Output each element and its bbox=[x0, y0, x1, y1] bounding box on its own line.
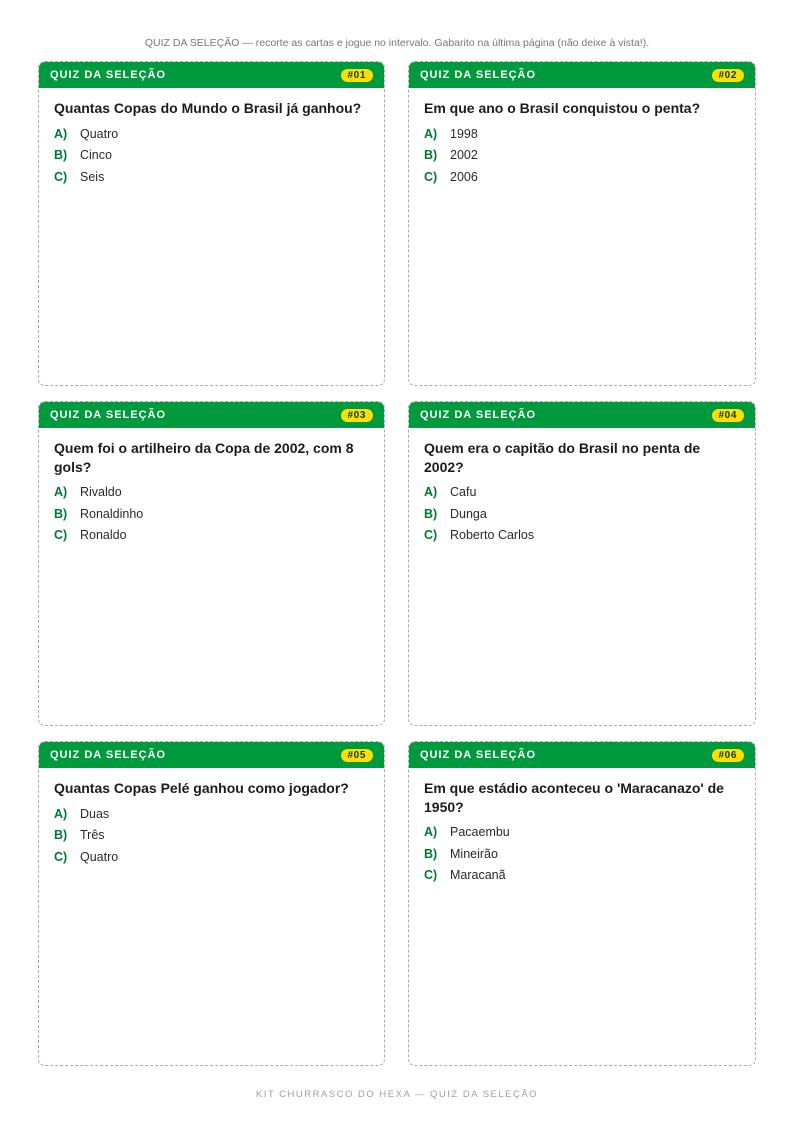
option-text: Dunga bbox=[450, 506, 487, 521]
answer-option bbox=[424, 825, 740, 847]
option-text: Duas bbox=[80, 806, 110, 821]
card-brand: QUIZ DA SELEÇÃO bbox=[420, 69, 537, 81]
option-letter: C) bbox=[54, 169, 68, 184]
option-text: 1998 bbox=[450, 126, 478, 141]
option-text: Maracanã bbox=[450, 868, 506, 882]
answer-option bbox=[54, 850, 369, 872]
answer-option bbox=[424, 528, 740, 550]
option-text: Cinco bbox=[80, 148, 112, 162]
card-brand: QUIZ DA SELEÇÃO bbox=[50, 749, 167, 761]
option-letter: C) bbox=[54, 849, 68, 864]
option-letter: B) bbox=[54, 148, 68, 162]
option-text: Quatro bbox=[80, 126, 119, 141]
option-text: Quatro bbox=[80, 849, 119, 864]
option-letter: A) bbox=[424, 126, 438, 141]
card-question: Quem foi o artilheiro da Copa de 2002, com 8 gols? bbox=[54, 440, 354, 475]
quiz-card bbox=[38, 741, 385, 1066]
card-body bbox=[409, 88, 755, 191]
answer-option bbox=[54, 528, 369, 550]
option-letter: C) bbox=[424, 169, 438, 184]
option-letter: C) bbox=[424, 528, 438, 542]
card-body bbox=[39, 428, 384, 550]
page-footer: KIT CHURRASCO DO HEXA — QUIZ DA SELEÇÃO bbox=[255, 1089, 539, 1100]
quiz-card bbox=[38, 401, 385, 726]
option-text: Cafu bbox=[450, 485, 477, 499]
card-brand: QUIZ DA SELEÇÃO bbox=[50, 69, 167, 81]
option-text: Rivaldo bbox=[80, 485, 122, 499]
answer-option bbox=[54, 507, 369, 529]
card-number-badge: #04 bbox=[712, 409, 745, 422]
quiz-card bbox=[408, 741, 756, 1066]
answer-option bbox=[54, 828, 369, 850]
option-letter: A) bbox=[54, 126, 68, 141]
option-text: Três bbox=[80, 828, 105, 842]
card-header bbox=[409, 62, 755, 88]
card-question: Em que estádio aconteceu o 'Maracanazo' de 1950? bbox=[424, 780, 724, 815]
option-text: Pacaembu bbox=[450, 825, 510, 839]
card-question: Quantas Copas Pelé ganhou como jogador? bbox=[54, 780, 349, 796]
card-brand: QUIZ DA SELEÇÃO bbox=[50, 409, 167, 421]
quiz-card bbox=[38, 61, 385, 386]
answer-option bbox=[54, 485, 369, 507]
card-body bbox=[39, 88, 384, 191]
answer-option bbox=[424, 127, 740, 149]
option-letter: C) bbox=[424, 868, 438, 882]
option-letter: A) bbox=[54, 485, 68, 499]
answer-option bbox=[424, 868, 740, 890]
card-header bbox=[39, 402, 384, 428]
card-number-badge: #01 bbox=[341, 69, 374, 82]
answer-option bbox=[424, 847, 740, 869]
card-header bbox=[409, 742, 755, 768]
answer-option bbox=[424, 485, 740, 507]
option-letter: B) bbox=[424, 148, 438, 162]
card-number-badge: #02 bbox=[712, 69, 745, 82]
option-letter: A) bbox=[424, 825, 438, 839]
card-brand: QUIZ DA SELEÇÃO bbox=[420, 409, 537, 421]
option-text: Seis bbox=[80, 169, 105, 184]
answer-option bbox=[424, 170, 740, 192]
answer-option bbox=[424, 507, 740, 529]
card-header bbox=[39, 62, 384, 88]
card-body bbox=[409, 428, 755, 550]
card-number-badge: #03 bbox=[341, 409, 374, 422]
answer-option bbox=[54, 807, 369, 829]
card-header bbox=[39, 742, 384, 768]
card-question: Quantas Copas do Mundo o Brasil já ganhou? bbox=[54, 100, 362, 116]
option-letter: B) bbox=[54, 828, 68, 842]
option-text: Roberto Carlos bbox=[450, 528, 535, 542]
option-letter: B) bbox=[424, 506, 438, 521]
card-body bbox=[409, 768, 755, 890]
quiz-card bbox=[408, 61, 756, 386]
option-text: Ronaldo bbox=[80, 528, 127, 542]
card-number-badge: #06 bbox=[712, 749, 745, 762]
card-number-badge: #05 bbox=[341, 749, 374, 762]
card-question: Quem era o capitão do Brasil no penta de 2002? bbox=[424, 440, 701, 475]
answer-option bbox=[54, 148, 369, 170]
answer-option bbox=[424, 148, 740, 170]
option-letter: C) bbox=[54, 528, 68, 542]
option-letter: B) bbox=[424, 846, 438, 861]
answer-option bbox=[54, 170, 369, 192]
card-header bbox=[409, 402, 755, 428]
option-text: Ronaldinho bbox=[80, 506, 144, 521]
option-text: Mineirão bbox=[450, 846, 498, 861]
quiz-card bbox=[408, 401, 756, 726]
page-header-note: QUIZ DA SELEÇÃO — recorte as cartas e jogue no intervalo. Gabarito na última página (não deixe à vista!). bbox=[144, 37, 650, 49]
option-letter: B) bbox=[54, 506, 68, 521]
option-text: 2006 bbox=[450, 169, 478, 184]
card-grid bbox=[38, 61, 756, 1066]
card-question: Em que ano o Brasil conquistou o penta? bbox=[424, 100, 701, 116]
option-letter: A) bbox=[54, 806, 68, 821]
option-letter: A) bbox=[424, 485, 438, 499]
answer-option bbox=[54, 127, 369, 149]
card-body bbox=[39, 768, 384, 871]
card-brand: QUIZ DA SELEÇÃO bbox=[420, 749, 537, 761]
option-text: 2002 bbox=[450, 148, 478, 162]
